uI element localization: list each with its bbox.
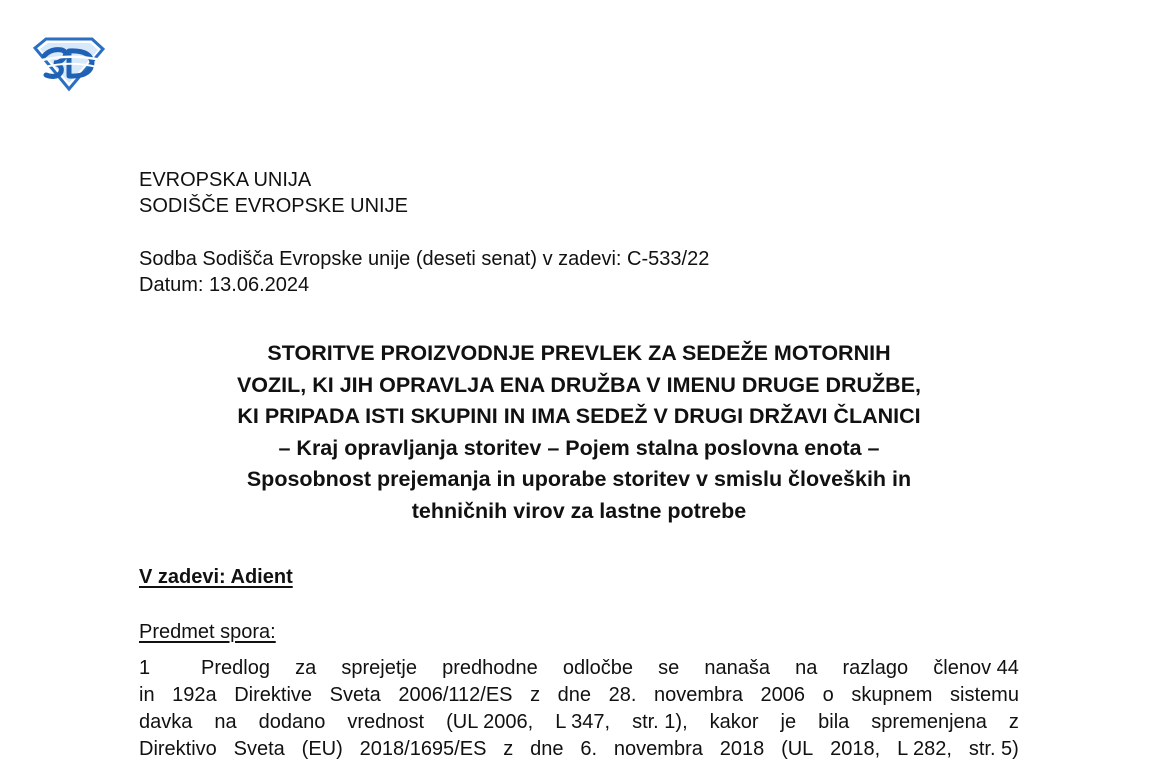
subject-heading: Predmet spora:	[139, 621, 276, 643]
paragraph-word: je	[780, 711, 797, 733]
paragraph-word: sprejetje	[341, 657, 417, 679]
paragraph-word: novembra	[613, 738, 703, 760]
judgment-headline	[139, 338, 1019, 527]
paragraph-word: L 282,	[897, 738, 952, 760]
paragraph-line	[139, 709, 1019, 736]
paragraph-word: predhodne	[442, 657, 538, 679]
paragraph-word: 2018/1695/ES	[359, 738, 487, 760]
paragraph-word: na	[795, 657, 818, 679]
paragraph-word: spremenjena	[871, 711, 987, 733]
paragraph-word: kakor	[709, 711, 759, 733]
paragraph-1	[139, 655, 1019, 763]
headline-line: STORITVE PROIZVODNJE PREVLEK ZA SEDEŽE MOTORNIH	[267, 341, 891, 365]
paragraph-word: novembra	[654, 684, 743, 706]
headline-line: VOZIL, KI JIH OPRAVLJA ENA DRUŽBA V IMENU DRUGE DRUŽBE,	[236, 372, 922, 397]
paragraph-word: 2018,	[830, 738, 881, 760]
court-header	[139, 167, 408, 219]
court-name-line: SODIŠČE EVROPSKE UNIJE	[139, 195, 408, 217]
paragraph-word: 192a	[172, 684, 217, 706]
paragraph-word: odločbe	[562, 657, 633, 679]
paragraph-word: o	[822, 684, 834, 706]
paragraph-word: Sveta	[233, 738, 285, 760]
court-emblem-logo	[33, 37, 105, 91]
paragraph-word: za	[295, 657, 317, 679]
paragraph-line	[139, 736, 1019, 763]
headline-line: Sposobnost prejemanja in uporabe storitev v smislu človeških in	[246, 467, 912, 491]
paragraph-word: na	[214, 711, 237, 733]
paragraph-line	[139, 682, 1019, 709]
paragraph-word: členov 44	[933, 657, 1019, 679]
paragraph-word: Direktivo	[139, 738, 217, 760]
paragraph-word: z	[503, 738, 514, 760]
paragraph-word: nanaša	[704, 657, 770, 679]
headline-line: – Kraj opravljanja storitev – Pojem stalna poslovna enota –	[278, 435, 880, 460]
paragraph-word: (EU)	[301, 738, 343, 760]
paragraph-line-start	[139, 655, 270, 682]
paragraph-word: dne	[557, 684, 592, 706]
paragraph-word: skupnem	[851, 684, 933, 706]
paragraph-word: 2018	[719, 738, 765, 760]
paragraph-word: dodano	[258, 711, 326, 733]
paragraph-word: davka	[139, 711, 193, 733]
paragraph-word: L 347,	[555, 711, 611, 733]
paragraph-word: in	[139, 684, 155, 706]
case-parties-heading: V zadevi: Adient	[139, 566, 293, 588]
paragraph-word: sistemu	[950, 684, 1019, 706]
paragraph-number: 1	[139, 657, 151, 679]
institution-line: EVROPSKA UNIJA	[139, 169, 312, 191]
paragraph-word: (UL 2006,	[446, 711, 534, 733]
paragraph-word: Sveta	[329, 684, 381, 706]
paragraph-word: z	[530, 684, 541, 706]
paragraph-word: (UL	[781, 738, 814, 760]
paragraph-word: str. 5)	[968, 738, 1019, 760]
paragraph-word: 2006	[760, 684, 806, 706]
headline-line: tehničnih virov za lastne potrebe	[411, 498, 747, 523]
paragraph-word: Direktive	[234, 684, 313, 706]
paragraph-word: vrednost	[347, 711, 425, 733]
case-info	[139, 246, 709, 298]
paragraph-line	[139, 655, 1019, 682]
paragraph-word: z	[1008, 711, 1019, 733]
paragraph-word: dne	[530, 738, 564, 760]
paragraph-word: razlago	[842, 657, 909, 679]
paragraph-word: str. 1),	[632, 711, 688, 733]
paragraph-word: Predlog	[201, 657, 270, 679]
paragraph-word: se	[658, 657, 680, 679]
paragraph-word: bila	[818, 711, 850, 733]
headline-line: KI PRIPADA ISTI SKUPINI IN IMA SEDEŽ V DRUGI DRŽAVI ČLANICI	[237, 404, 921, 428]
paragraph-word: 28.	[608, 684, 637, 706]
judgment-reference: Sodba Sodišča Evropske unije (deseti senat) v zadevi: C-533/22	[139, 248, 710, 270]
paragraph-word: 2006/112/ES	[398, 684, 513, 706]
judgment-date: Datum: 13.06.2024	[139, 274, 310, 296]
paragraph-word: 6.	[580, 738, 598, 760]
